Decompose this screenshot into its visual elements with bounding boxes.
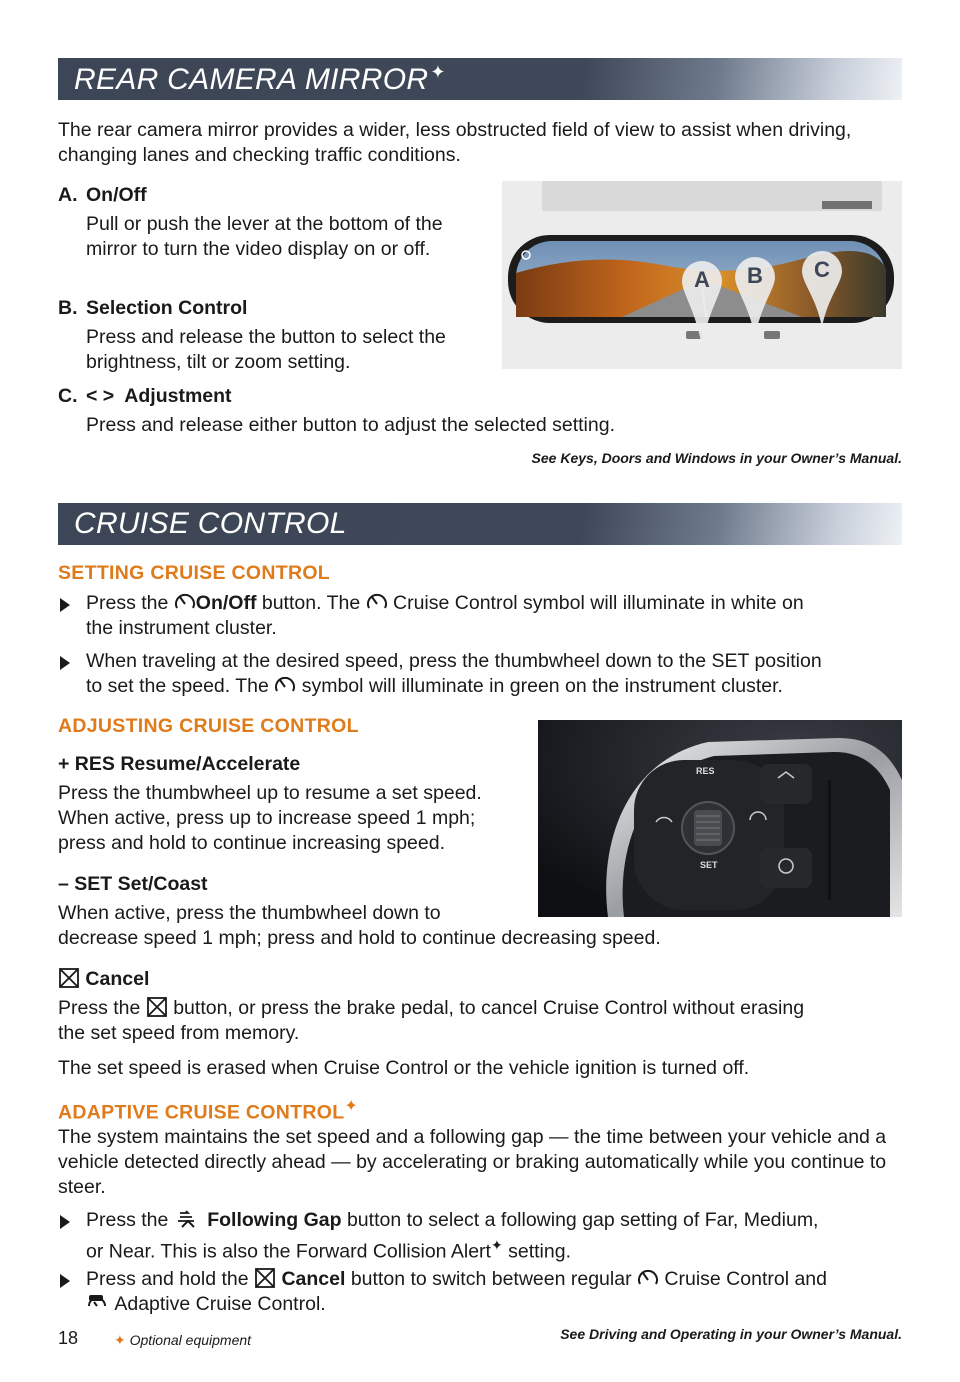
- callout-c-label: C: [814, 257, 830, 282]
- cruise-control-icon: [174, 592, 196, 619]
- cancel-body-line1: Press the button, or press the brake pedal, to cancel Cruise Control without erasing: [58, 996, 804, 1024]
- item-b-letter: B.: [58, 297, 78, 319]
- bullet-marker: [60, 656, 70, 670]
- bullet-marker: [60, 1274, 70, 1288]
- item-c-letter: C.: [58, 385, 78, 407]
- rear-camera-intro: The rear camera mirror provides a wider, less obstructed field of view to assist when driving, changing lanes and checking traffic conditions.: [58, 119, 852, 166]
- adaptive-bullet-2-line2: Adaptive Cruise Control.: [86, 1292, 326, 1320]
- callout-b-label: B: [747, 263, 763, 288]
- adaptive-bullet-2-line1: Press and hold the Cancel button to switch between regular Cruise Control and: [86, 1267, 827, 1295]
- adaptive-bullet-1-line1: Press the Following Gap button to select a following gap setting of Far, Medium,: [86, 1208, 818, 1236]
- adaptive-intro: The system maintains the set speed and a following gap — the time between your vehicle and a vehicle detected directly ahead — by accelerating or braking automatically while you continue to steer.: [58, 1126, 887, 1198]
- erase-note: The set speed is erased when Cruise Control or the vehicle ignition is turned off.: [58, 1057, 750, 1079]
- item-a-letter: A.: [58, 184, 78, 206]
- setting-bullet-2-line1: When traveling at the desired speed, press the thumbwheel down to the SET position: [86, 650, 822, 672]
- rear-camera-mirror-photo: [502, 181, 902, 369]
- callout-a-label: A: [694, 267, 710, 292]
- callout-c-pin: [802, 251, 842, 332]
- adaptive-cruise-heading: ADAPTIVE CRUISE CONTROL✦: [58, 1098, 359, 1124]
- cancel-icon: [254, 1268, 276, 1295]
- res-heading: + RES Resume/Accelerate: [58, 753, 301, 775]
- callout-a-pin: [682, 261, 722, 352]
- following-gap-icon: [174, 1209, 202, 1236]
- page-number: 18: [58, 1328, 79, 1348]
- cancel-heading-row: Cancel: [58, 967, 149, 995]
- cancel-icon: [146, 997, 168, 1024]
- setting-bullet-1-line1: Press the On/Off button. The Cruise Control symbol will illuminate in white on: [86, 591, 902, 619]
- setting-bullet-1-line2: the instrument cluster.: [86, 617, 277, 639]
- item-c-body: Press and release either button to adjust the selected setting.: [86, 414, 615, 436]
- cruise-control-icon: [366, 592, 388, 619]
- cancel-body-line2: the set speed from memory.: [58, 1022, 300, 1044]
- set-heading: – SET Set/Coast: [58, 873, 208, 895]
- set-body-line1: When active, press the thumbwheel down to: [58, 902, 441, 924]
- set-body-line2: decrease speed 1 mph; press and hold to continue decreasing speed.: [58, 927, 661, 949]
- cruise-control-icon: [637, 1268, 659, 1295]
- item-b-heading: Selection Control: [86, 297, 248, 319]
- rear-camera-banner: [58, 58, 902, 100]
- cruise-control-icon: [274, 675, 296, 702]
- rear-camera-title: REAR CAMERA MIRROR ✦: [74, 62, 446, 96]
- item-a-heading: On/Off: [86, 184, 147, 206]
- cancel-icon: [58, 968, 80, 995]
- setting-cruise-heading: SETTING CRUISE CONTROL: [58, 562, 331, 584]
- setting-bullet-2-line2: to set the speed. The symbol will illuminate in green on the instrument cluster.: [86, 674, 783, 702]
- res-body: Press the thumbwheel up to resume a set speed. When active, press up to increase speed 1 mph; press and hold to continue increasing speed.: [58, 782, 482, 854]
- adaptive-bullet-1-line2: or Near. This is also the Forward Collision Alert✦ setting.: [86, 1237, 571, 1263]
- cruise-control-title: CRUISE CONTROL: [74, 507, 347, 540]
- wheel-set-label: SET: [700, 860, 718, 870]
- item-b-body: Press and release the button to select the brightness, tilt or zoom setting.: [86, 326, 446, 373]
- adaptive-cruise-icon: [86, 1293, 110, 1320]
- cruise-reference: See Driving and Operating in your Owner’s Manual.: [560, 1326, 902, 1342]
- callout-b-pin: [735, 257, 775, 342]
- cruise-control-banner: [58, 503, 902, 545]
- rear-camera-reference: See Keys, Doors and Windows in your Owner’s Manual.: [531, 450, 902, 466]
- steering-wheel-controls-photo: [538, 720, 902, 917]
- bullet-marker: [60, 1215, 70, 1229]
- wheel-res-label: RES: [696, 766, 715, 776]
- item-a-body: Pull or push the lever at the bottom of the mirror to turn the video display on or off.: [86, 213, 443, 260]
- bullet-marker: [60, 598, 70, 612]
- optional-equipment-note: ✦ Optional equipment: [114, 1332, 252, 1348]
- item-c-heading: < > Adjustment: [86, 385, 232, 407]
- adjusting-cruise-heading: ADJUSTING CRUISE CONTROL: [58, 715, 359, 737]
